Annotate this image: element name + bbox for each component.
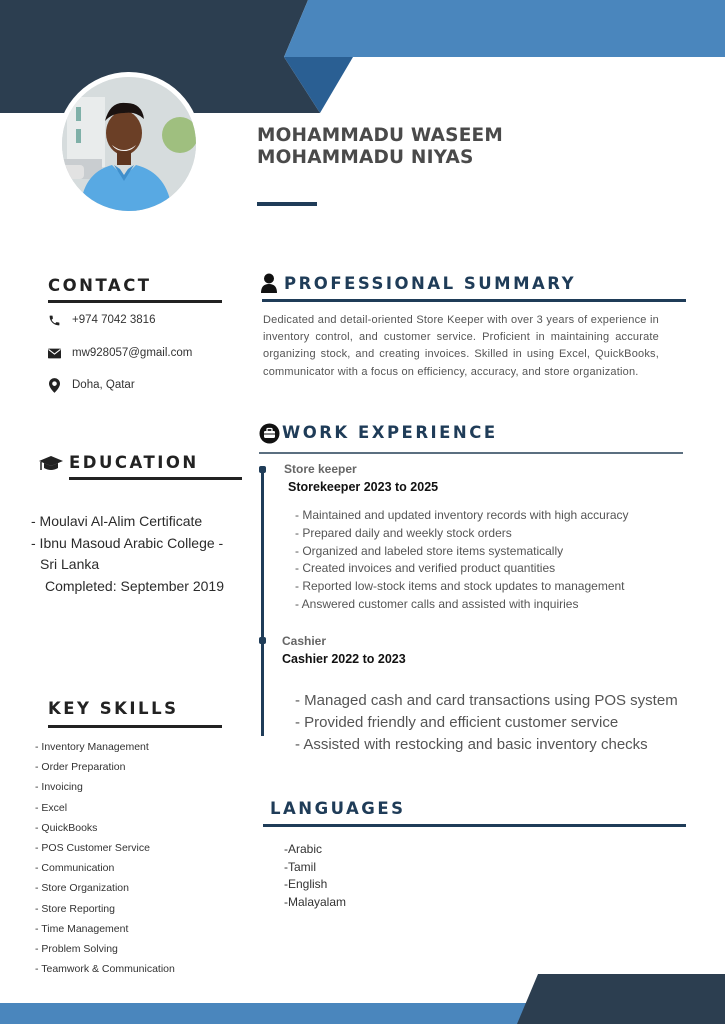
skill-item: - Time Management (35, 922, 129, 935)
job-bullet: - Created invoices and verified product quantities (295, 561, 556, 576)
job-bullets (295, 507, 629, 614)
header-blue-band (284, 0, 725, 57)
footer-dark-shape (517, 974, 725, 1024)
contact-rule (48, 300, 222, 303)
job-bullet: - Maintained and updated inventory records with high accuracy (295, 508, 629, 522)
skill-item: - Teamwork & Communication (35, 963, 175, 976)
skill-item: - Store Organization (35, 882, 129, 895)
name-line-2: MOHAMMADU NIYAS (257, 147, 474, 168)
skill-item: - QuickBooks (35, 821, 98, 834)
experience-timeline (261, 468, 264, 736)
contact-email-text: mw928057@gmail.com (72, 347, 193, 359)
timeline-dot (259, 637, 266, 644)
contact-phone-text: +974 7042 3816 (72, 314, 156, 326)
job-title: Cashier 2022 to 2023 (282, 652, 406, 666)
languages-heading: LANGUAGES (270, 799, 406, 818)
profile-photo-image (62, 77, 196, 211)
experience-rule (259, 452, 683, 454)
skill-item: - Excel (35, 801, 68, 814)
job-title: Storekeeper 2023 to 2025 (288, 480, 439, 494)
briefcase-icon (259, 423, 280, 449)
language-item: -English (284, 877, 328, 892)
experience-heading: WORK EXPERIENCE (282, 423, 498, 442)
education-rule (69, 477, 242, 480)
education-list (31, 511, 224, 597)
summary-rule (262, 299, 686, 302)
summary-text: Dedicated and detail-oriented Store Keeper with over 3 years of experience in inventory control, and customer service. Proficient in maintaining accurate organizing stock, and creating invoices. Skilled in using Excel, QuickBooks, communicator with a focus on efficiency, accuracy, and store organization. (263, 314, 659, 378)
name-underline (257, 202, 317, 206)
summary-heading: PROFESSIONAL SUMMARY (284, 274, 577, 293)
contact-heading: CONTACT (48, 276, 152, 295)
candidate-name (257, 125, 503, 169)
profile-photo (57, 72, 201, 216)
skills-list (35, 737, 175, 979)
languages-rule (263, 824, 686, 827)
education-line: - Ibnu Masoud Arabic College - (31, 534, 224, 551)
graduation-cap-icon (38, 455, 64, 478)
skill-item: - POS Customer Service (35, 842, 150, 855)
job-bullet: - Assisted with restocking and basic inventory checks (295, 736, 648, 753)
job-bullet: - Provided friendly and efficient customer service (295, 714, 619, 731)
skill-item: - Problem Solving (35, 943, 118, 956)
skill-item: - Store Reporting (35, 902, 115, 915)
contact-email[interactable] (47, 346, 192, 360)
education-line: Sri Lanka (40, 556, 100, 572)
skill-item: - Invoicing (35, 781, 83, 794)
contact-phone[interactable] (47, 313, 155, 327)
skills-rule (48, 725, 222, 728)
language-item: -Arabic (284, 842, 323, 856)
contact-location (47, 378, 135, 392)
language-item: -Tamil (284, 859, 316, 874)
skill-item: - Communication (35, 862, 115, 875)
job-bullet: - Prepared daily and weekly stock orders (295, 525, 512, 540)
footer-decoration (0, 970, 725, 1024)
job-bullet: - Organized and labeled store items systematically (295, 543, 564, 558)
job-bullet: - Answered customer calls and assisted with inquiries (295, 596, 579, 611)
timeline-dot (259, 466, 266, 473)
email-icon (47, 346, 61, 360)
skill-item: - Inventory Management (35, 741, 149, 753)
skill-item: - Order Preparation (35, 761, 126, 774)
education-heading: EDUCATION (69, 453, 199, 472)
job-bullet: - Reported low-stock items and stock updates to management (295, 579, 625, 594)
person-icon (261, 273, 277, 298)
location-pin-icon (47, 378, 61, 392)
job-role: Cashier (282, 634, 327, 648)
skills-heading: KEY SKILLS (48, 699, 179, 718)
languages-list (284, 841, 346, 912)
phone-icon (47, 313, 61, 327)
job-role: Store keeper (284, 462, 357, 476)
job-bullets (295, 690, 678, 756)
job-bullet: - Managed cash and card transactions using POS system (295, 692, 678, 709)
contact-location-text: Doha, Qatar (72, 379, 135, 391)
language-item: -Malayalam (284, 895, 347, 910)
education-line: Completed: September 2019 (45, 577, 224, 594)
person-portrait (62, 77, 196, 211)
name-line-1: MOHAMMADU WASEEM (257, 125, 503, 146)
education-line: - Moulavi Al-Alim Certificate (31, 513, 203, 529)
